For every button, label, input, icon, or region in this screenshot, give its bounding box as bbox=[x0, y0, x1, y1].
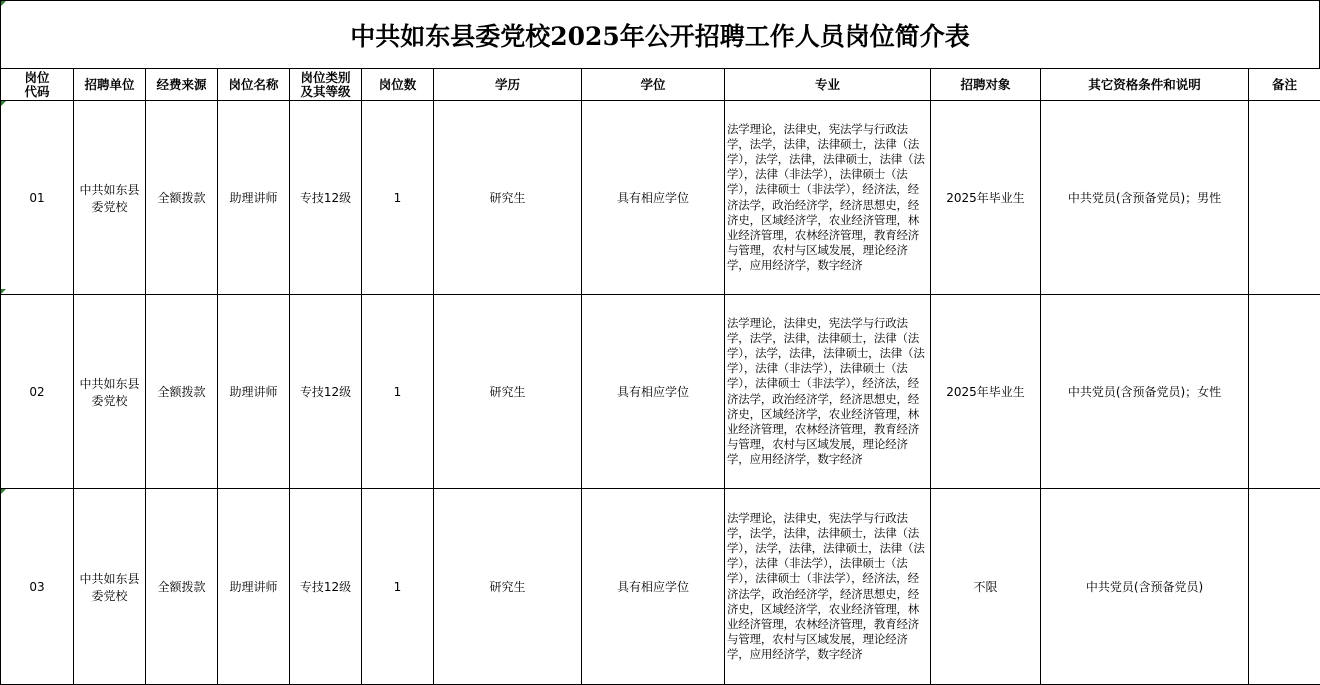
cell-unit-line2: 委党校 bbox=[91, 199, 128, 214]
header-position[interactable]: 岗位名称 bbox=[218, 69, 290, 101]
header-row bbox=[1, 69, 1320, 101]
cell-funding[interactable]: 全额拨款 bbox=[146, 295, 218, 489]
cell-degree[interactable]: 具有相应学位 bbox=[582, 295, 725, 489]
cell-degree[interactable]: 具有相应学位 bbox=[582, 489, 725, 685]
cell-position[interactable]: 助理讲师 bbox=[218, 295, 290, 489]
cell-unit[interactable] bbox=[74, 101, 146, 295]
header-category-line1: 岗位类别 bbox=[300, 69, 351, 85]
cell-remark[interactable] bbox=[1249, 489, 1320, 685]
cell-education[interactable]: 研究生 bbox=[434, 295, 582, 489]
header-major[interactable]: 专业 bbox=[725, 69, 931, 101]
table-row bbox=[1, 101, 1320, 295]
cell-unit[interactable] bbox=[74, 295, 146, 489]
cell-funding[interactable]: 全额拨款 bbox=[146, 489, 218, 685]
header-remark[interactable]: 备注 bbox=[1249, 69, 1320, 101]
cell-comment-marker-icon bbox=[1, 1, 6, 6]
header-category[interactable] bbox=[290, 69, 362, 101]
cell-other[interactable]: 中共党员(含预备党员) bbox=[1041, 489, 1249, 685]
header-other[interactable]: 其它资格条件和说明 bbox=[1041, 69, 1249, 101]
cell-category[interactable]: 专技12级 bbox=[290, 295, 362, 489]
header-code-line2: 代码 bbox=[24, 83, 50, 99]
cell-remark[interactable] bbox=[1249, 295, 1320, 489]
cell-unit-line2: 委党校 bbox=[91, 588, 128, 603]
header-funding[interactable]: 经费来源 bbox=[146, 69, 218, 101]
cell-education[interactable]: 研究生 bbox=[434, 489, 582, 685]
cell-other[interactable]: 中共党员(含预备党员)；女性 bbox=[1041, 295, 1249, 489]
table-row bbox=[1, 295, 1320, 489]
cell-major[interactable]: 法学理论，法律史，宪法学与行政法学，法学，法律，法律硕士，法律（法学），法学，法律，法律硕士，法律（法学），法律（非法学），法律硕士（法学），法律硕士（非法学），经济法，经济法学，政治经济学，经济思想史，经济史，区域经济学，农业经济管理，林业经济管理，农林经济管理，教育经济与管理，农村与区域发展，理论经济学，应用经济学，数字经济 bbox=[725, 489, 931, 685]
cell-education[interactable]: 研究生 bbox=[434, 101, 582, 295]
cell-code[interactable]: 02 bbox=[1, 295, 74, 489]
cell-comment-marker-icon bbox=[1, 289, 6, 294]
cell-count[interactable]: 1 bbox=[362, 489, 434, 685]
cell-degree[interactable]: 具有相应学位 bbox=[582, 101, 725, 295]
header-code[interactable] bbox=[1, 69, 74, 101]
cell-remark[interactable] bbox=[1249, 101, 1320, 295]
table-title[interactable]: 中共如东县委党校2025年公开招聘工作人员岗位简介表 bbox=[0, 0, 1320, 68]
position-table bbox=[0, 68, 1320, 685]
cell-code[interactable]: 01 bbox=[1, 101, 74, 295]
cell-category[interactable]: 专技12级 bbox=[290, 489, 362, 685]
cell-code[interactable]: 03 bbox=[1, 489, 74, 685]
cell-target[interactable]: 2025年毕业生 bbox=[931, 295, 1041, 489]
cell-count[interactable]: 1 bbox=[362, 101, 434, 295]
header-unit[interactable]: 招聘单位 bbox=[74, 69, 146, 101]
cell-comment-marker-icon bbox=[1, 489, 6, 494]
header-target[interactable]: 招聘对象 bbox=[931, 69, 1041, 101]
cell-unit-line1: 中共如东县 bbox=[79, 182, 140, 197]
cell-target[interactable]: 不限 bbox=[931, 489, 1041, 685]
cell-unit-line1: 中共如东县 bbox=[79, 376, 140, 391]
header-category-line2: 及其等级 bbox=[300, 83, 351, 99]
cell-count[interactable]: 1 bbox=[362, 295, 434, 489]
cell-target[interactable]: 2025年毕业生 bbox=[931, 101, 1041, 295]
cell-funding[interactable]: 全额拨款 bbox=[146, 101, 218, 295]
cell-position[interactable]: 助理讲师 bbox=[218, 489, 290, 685]
cell-major[interactable]: 法学理论，法律史，宪法学与行政法学，法学，法律，法律硕士，法律（法学），法学，法律，法律硕士，法律（法学），法律（非法学），法律硕士（法学），法律硕士（非法学），经济法，经济法学，政治经济学，经济思想史，经济史，区域经济学，农业经济管理，林业经济管理，农林经济管理，教育经济与管理，农村与区域发展，理论经济学，应用经济学，数字经济 bbox=[725, 295, 931, 489]
cell-unit-line2: 委党校 bbox=[91, 393, 128, 408]
cell-unit-line1: 中共如东县 bbox=[79, 571, 140, 586]
cell-category[interactable]: 专技12级 bbox=[290, 101, 362, 295]
cell-other[interactable]: 中共党员(含预备党员)；男性 bbox=[1041, 101, 1249, 295]
header-code-line1: 岗位 bbox=[24, 69, 50, 85]
cell-comment-marker-icon bbox=[1, 101, 6, 106]
table-row bbox=[1, 489, 1320, 685]
cell-unit[interactable] bbox=[74, 489, 146, 685]
header-education[interactable]: 学历 bbox=[434, 69, 582, 101]
header-degree[interactable]: 学位 bbox=[582, 69, 725, 101]
cell-position[interactable]: 助理讲师 bbox=[218, 101, 290, 295]
header-count[interactable]: 岗位数 bbox=[362, 69, 434, 101]
cell-major[interactable]: 法学理论，法律史，宪法学与行政法学，法学，法律，法律硕士，法律（法学），法学，法律，法律硕士，法律（法学），法律（非法学），法律硕士（法学），法律硕士（非法学），经济法，经济法学，政治经济学，经济思想史，经济史，区域经济学，农业经济管理，林业经济管理，农林经济管理，教育经济与管理，农村与区域发展，理论经济学，应用经济学，数字经济 bbox=[725, 101, 931, 295]
